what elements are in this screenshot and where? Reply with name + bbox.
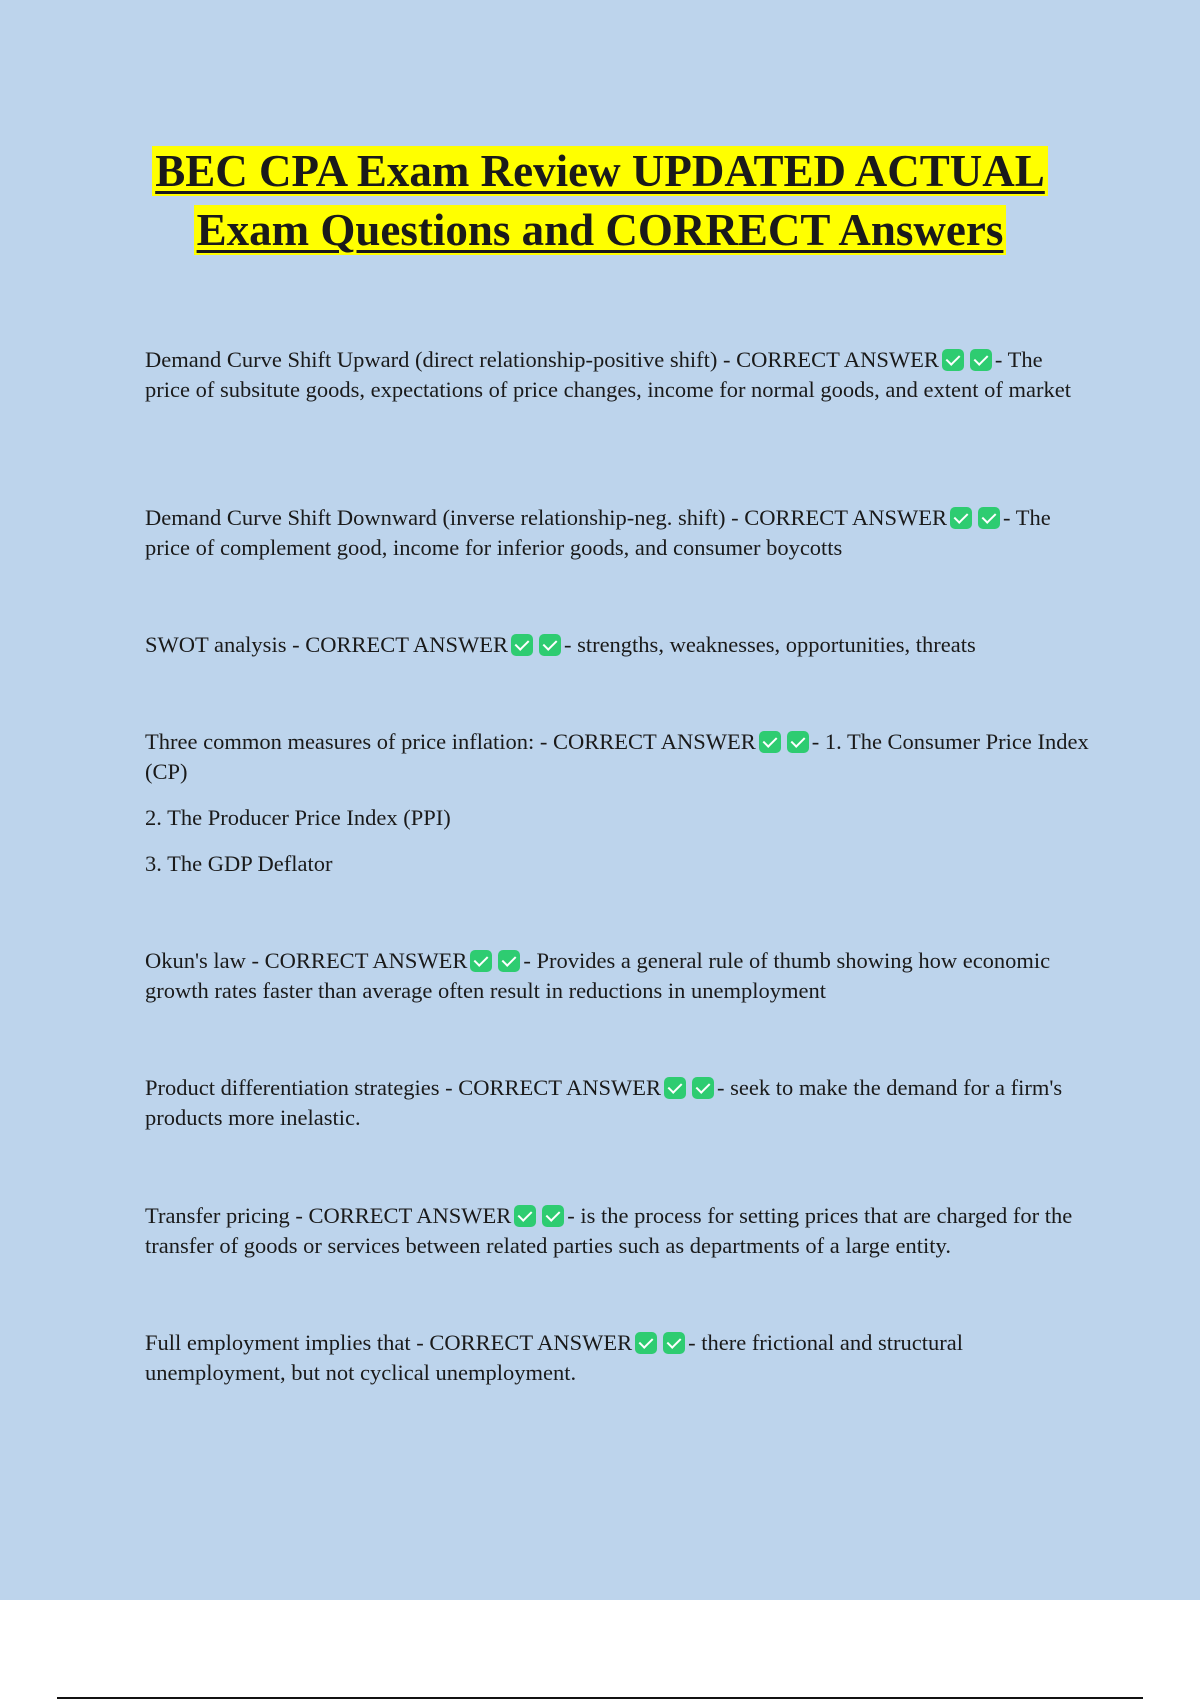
correct-answer-label: CORRECT ANSWER xyxy=(458,1075,661,1100)
entry-term: Transfer pricing - xyxy=(145,1203,309,1228)
correct-answer-label: CORRECT ANSWER xyxy=(429,1330,633,1355)
check-mark-icon xyxy=(950,507,972,529)
check-mark-icon xyxy=(970,349,992,371)
correct-answer-label: CORRECT ANSWER xyxy=(308,1203,512,1228)
qa-entry-swot xyxy=(145,630,1090,660)
correct-answer-label: CORRECT ANSWER xyxy=(744,505,947,530)
entry-answer: - seek to make the demand for a firm's products more inelastic. xyxy=(145,1075,1063,1130)
check-mark-icon xyxy=(978,507,1000,529)
entry-term: SWOT analysis - xyxy=(145,632,306,657)
check-mark-icon xyxy=(692,1077,714,1099)
entry-term: Product differentiation strategies - xyxy=(145,1075,459,1100)
entry-answer: - is the process for setting prices that are charged for the transfer of goods or services between related parties such as departments of a large entity. xyxy=(145,1203,1073,1258)
check-mark-icon xyxy=(664,1077,686,1099)
document-title xyxy=(100,142,1100,260)
check-mark-icon xyxy=(787,731,809,753)
qa-entry-full-employment xyxy=(145,1328,1090,1388)
entry-answer: - there frictional and structural unemployment, but not cyclical unemployment. xyxy=(145,1330,963,1385)
qa-entry-demand-downward xyxy=(145,503,1090,563)
correct-answer-label: CORRECT ANSWER xyxy=(305,632,508,657)
entry-term: Three common measures of price inflation: - xyxy=(145,729,553,754)
qa-entry-okuns-law xyxy=(145,946,1090,1006)
entry-answer: - 1. The Consumer Price Index (CP) xyxy=(145,729,1089,784)
entry-answer: - The price of subsitute goods, expectations of price changes, income for normal goods, and extent of market xyxy=(145,347,1071,402)
check-mark-icon xyxy=(942,349,964,371)
footer-divider xyxy=(57,1697,1143,1699)
document-title-text: BEC CPA Exam Review UPDATED ACTUAL Exam Questions and CORRECT Answers xyxy=(152,146,1048,255)
qa-entry-product-differentiation xyxy=(145,1073,1090,1133)
check-mark-icon xyxy=(635,1332,657,1354)
correct-answer-label: CORRECT ANSWER xyxy=(264,948,468,973)
entry-term: Okun's law - xyxy=(145,948,265,973)
qa-entry-price-inflation xyxy=(145,727,1090,787)
entry-answer: - The price of complement good, income for inferior goods, and consumer boycotts xyxy=(145,505,1051,560)
entry-term: Demand Curve Shift Downward (inverse relationship-neg. shift) - xyxy=(145,505,745,530)
price-inflation-line-2: 2. The Producer Price Index (PPI) xyxy=(145,805,451,830)
check-mark-icon xyxy=(511,634,533,656)
check-mark-icon xyxy=(542,1205,564,1227)
qa-entry-transfer-pricing xyxy=(145,1201,1090,1261)
check-mark-icon xyxy=(498,950,520,972)
correct-answer-label: CORRECT ANSWER xyxy=(736,347,939,372)
check-mark-icon xyxy=(514,1205,536,1227)
entry-term: Full employment implies that - xyxy=(145,1330,430,1355)
check-mark-icon xyxy=(539,634,561,656)
entry-answer: - Provides a general rule of thumb showing how economic growth rates faster than average often result in reductions in unemployment xyxy=(145,948,1051,1003)
qa-entry-demand-upward xyxy=(145,345,1090,405)
check-mark-icon xyxy=(759,731,781,753)
correct-answer-label: CORRECT ANSWER xyxy=(552,729,756,754)
check-mark-icon xyxy=(663,1332,685,1354)
entry-term: Demand Curve Shift Upward (direct relationship-positive shift) - xyxy=(145,347,737,372)
entry-answer: - strengths, weaknesses, opportunities, threats xyxy=(563,632,976,657)
price-inflation-line-3: 3. The GDP Deflator xyxy=(145,851,333,876)
check-mark-icon xyxy=(470,950,492,972)
